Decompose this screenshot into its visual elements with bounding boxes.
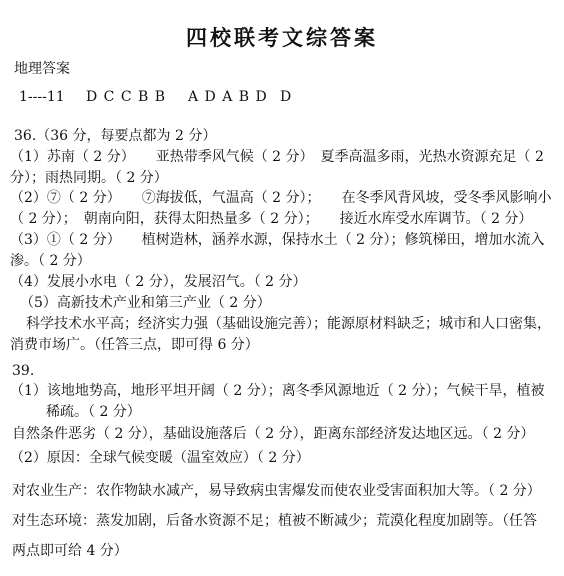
- mc-answers-3: D: [280, 89, 292, 105]
- q39-agri: 对农业生产：农作物缺水减产，易导致病虫害爆发而使农业受害面积加大等。（ 2 分）: [12, 483, 541, 499]
- q36-2-line1: （2）⑦（ 2 分） ⑦海拔低，气温高（ 2 分）； 在冬季风背风坡，受冬季风影响小: [10, 190, 552, 206]
- q39-eco-line2: 两点即可给 4 分）: [12, 543, 128, 559]
- q36-5-line3: 消费市场广。（任答三点，即可得 6 分）: [10, 337, 259, 353]
- page-title: 四校联考文综答案: [186, 25, 378, 50]
- q36-5-line2: 科学技术水平高；经济实力强（基础设施完善）；能源原材料缺乏；城市和人口密集，: [26, 316, 551, 332]
- mc-answers-2: A D A B D: [188, 89, 268, 105]
- q36-header: 36.（36 分，每要点都为 2 分）: [14, 128, 217, 144]
- q36-1-line2: 分）；雨热同期。（ 2 分）: [10, 170, 168, 186]
- q39-2: （2）原因：全球气候变暖（温室效应）（ 2 分）: [10, 450, 310, 466]
- q36-2-line2: （ 2 分）； 朝南向阳，获得太阳热量多（ 2 分）； 接近水库受水库调节。（ 2 分）: [10, 211, 533, 227]
- q39-1-line1: （1）该地地势高，地形平坦开阔（ 2 分）；离冬季风源地近（ 2 分）；气候干旱，植被: [10, 383, 545, 399]
- q36-4: （4）发展小水电（ 2 分），发展沼气。（ 2 分）: [10, 274, 307, 290]
- q39-header: 39.: [12, 363, 35, 379]
- q36-3-line1: （3）①（ 2 分） 植树造林，涵养水源，保持水土（ 2 分）；修筑梯田，增加水流入: [10, 232, 545, 248]
- q36-1-line1: （1）苏南（ 2 分） 亚热带季风气候（ 2 分） 夏季高温多雨，光热水资源充足（ 2: [10, 149, 544, 165]
- section-title: 地理答案: [14, 61, 70, 77]
- mc-answers-1: D C C B B: [86, 89, 167, 105]
- q36-3-line2: 渗。（ 2 分）: [10, 253, 91, 269]
- q39-eco-line1: 对生态环境：蒸发加剧，后备水资源不足；植被不断减少；荒漠化程度加剧等。（任答: [12, 513, 537, 529]
- mc-range: 1----11: [19, 89, 65, 105]
- q39-1-line2: 稀疏。（ 2 分）: [46, 404, 141, 420]
- q36-5-line1: （5）高新技术产业和第三产业（ 2 分）: [20, 295, 271, 311]
- q39-1-line3: 自然条件恶劣（ 2 分），基础设施落后（ 2 分），距离东部经济发达地区远。（ 2 分）: [12, 426, 535, 442]
